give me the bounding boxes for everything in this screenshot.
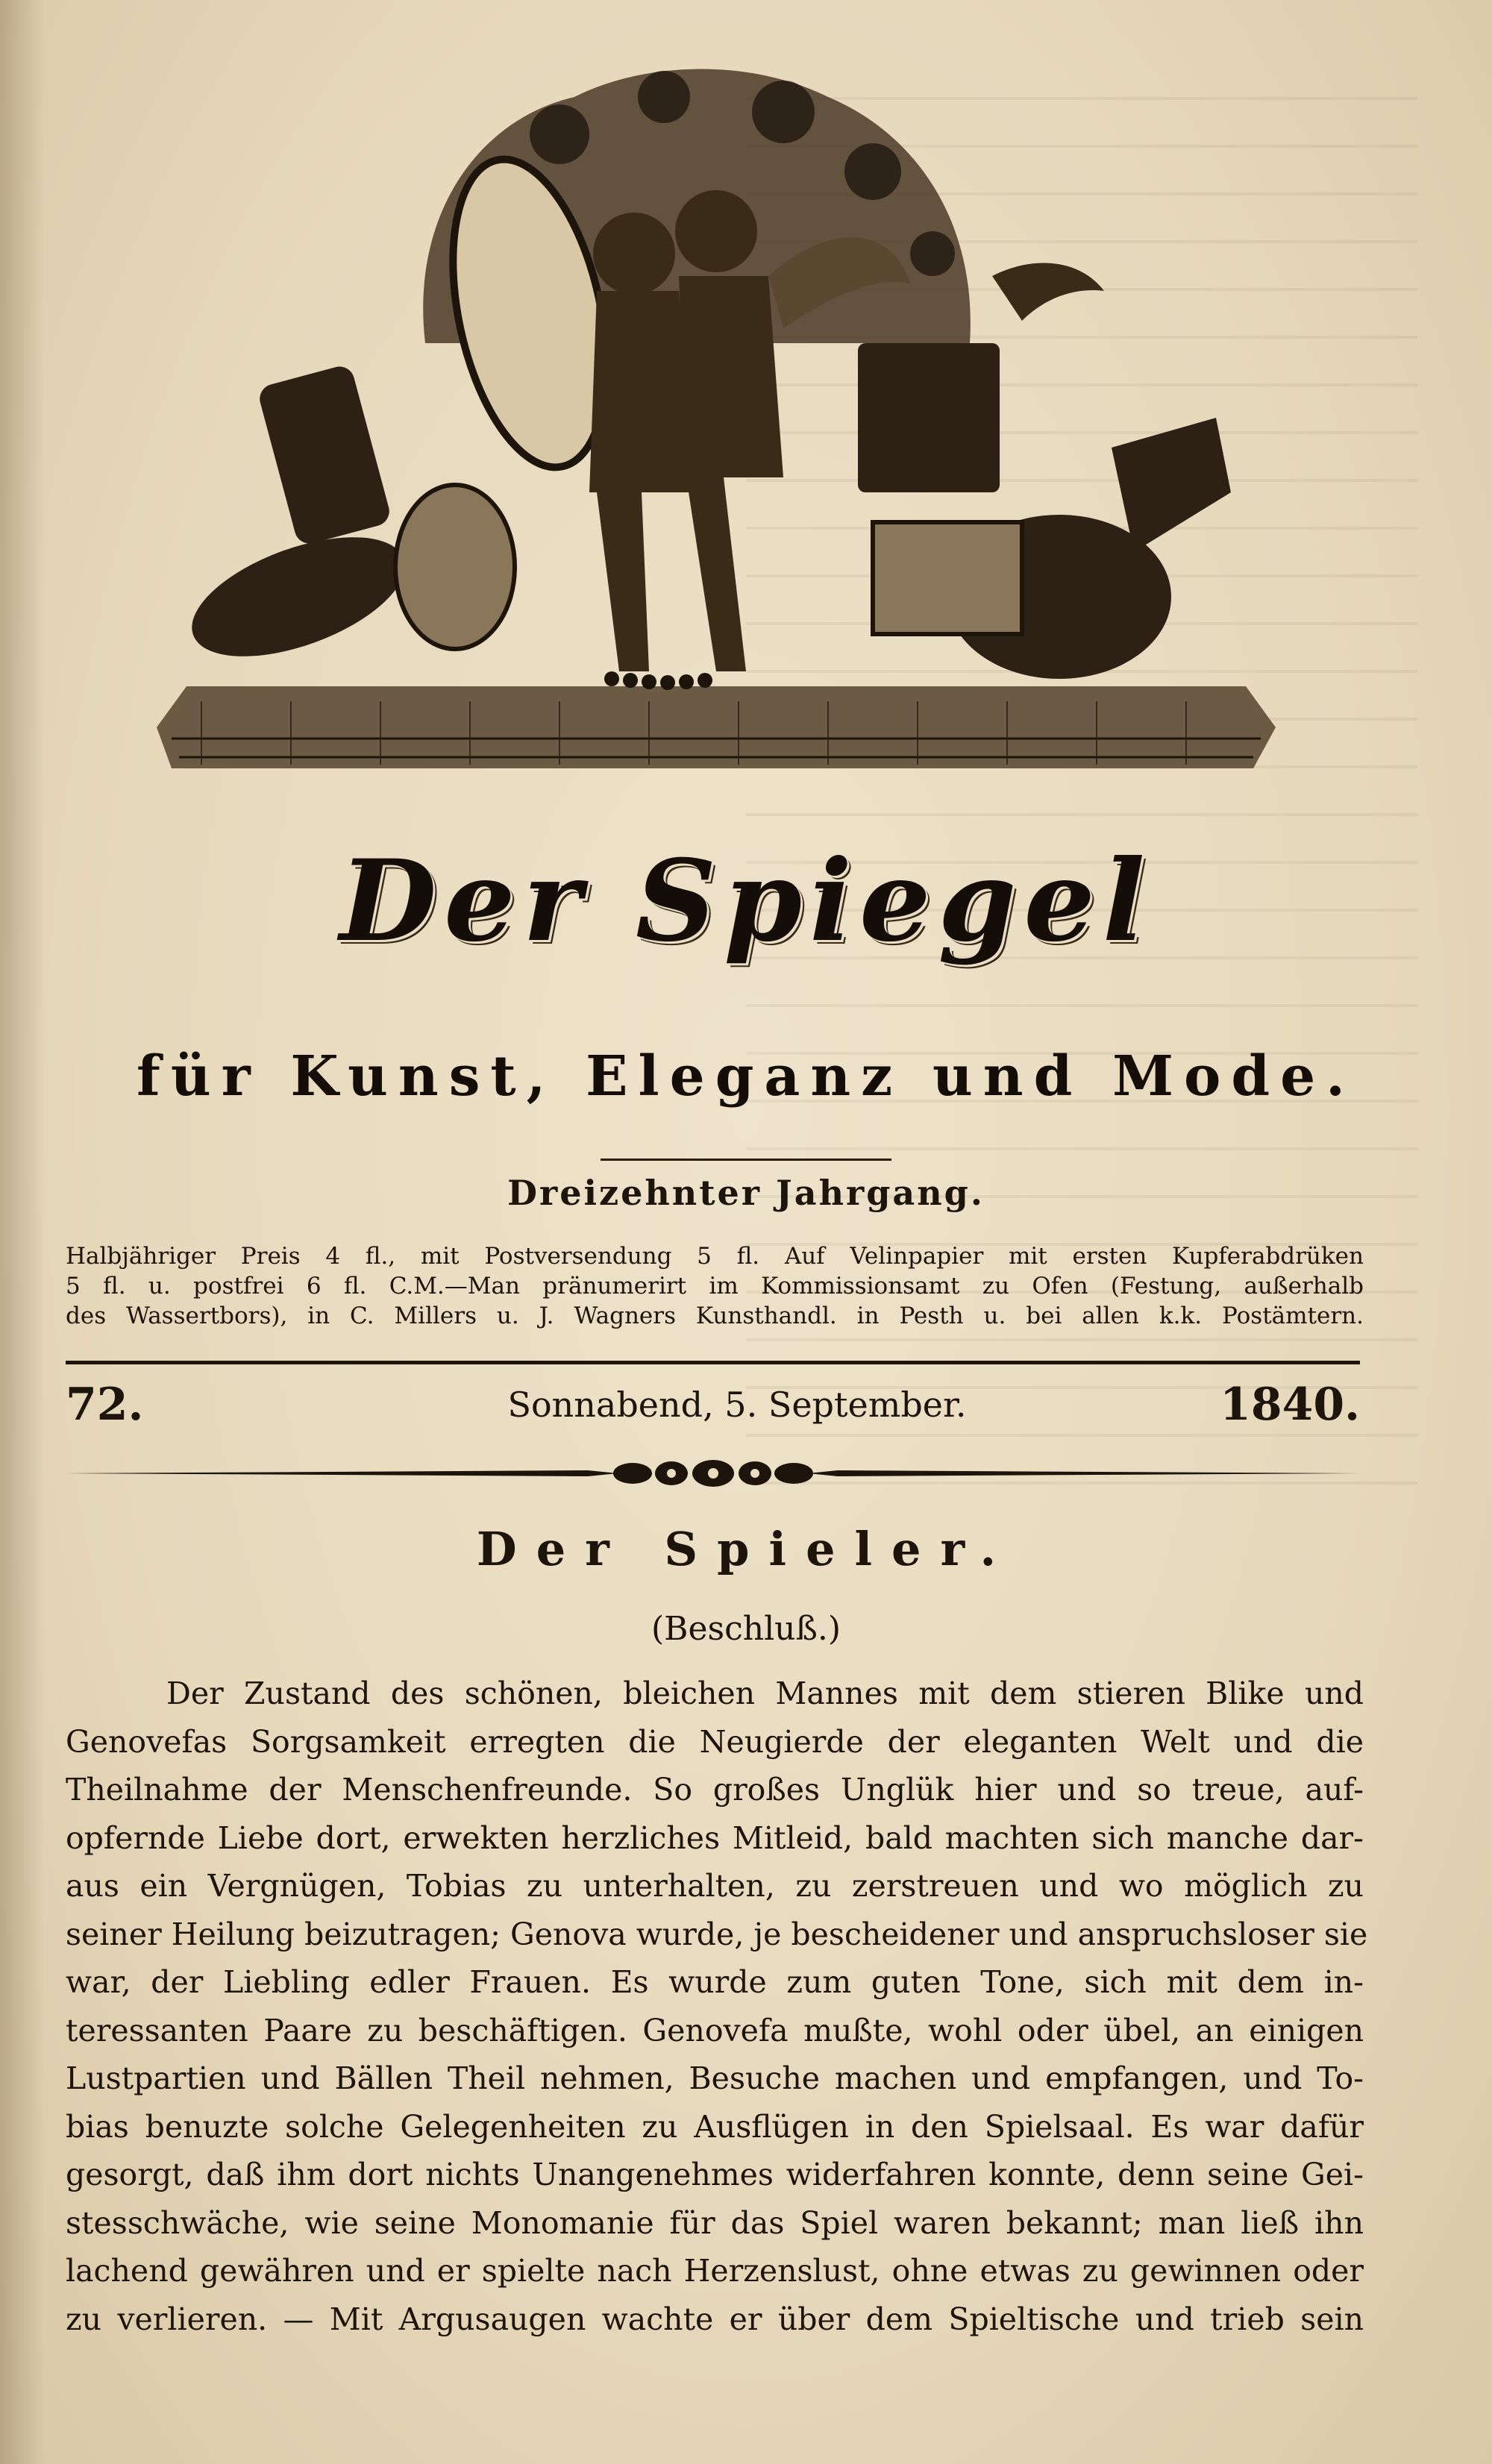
issue-year: 1840. bbox=[1220, 1379, 1360, 1431]
text-line: zu verlieren. — Mit Argusaugen wachte er über dem Spieltische und trieb sein bbox=[66, 2301, 1364, 2337]
page-edge-shadow bbox=[0, 0, 45, 2464]
text-line: Der Zustand des schönen, bleichen Mannes mit dem stieren Blike und bbox=[166, 1675, 1364, 1711]
text-line: Genovefas Sorgsamkeit erregten die Neugierde der eleganten Welt und die bbox=[66, 1723, 1364, 1760]
volume-line: Dreizehnter Jahrgang. bbox=[507, 1173, 985, 1213]
article-title: Der Spieler. bbox=[476, 1522, 1016, 1576]
text-line: seiner Heilung beizutragen; Genova wurde, je bescheidener und anspruchsloser sie bbox=[66, 1916, 1368, 1952]
subscription-line: Halbjähriger Preis 4 fl., mit Postversendung 5 fl. Auf Velinpapier mit ersten Kupferabdrüken bbox=[66, 1243, 1364, 1270]
subscription-notice bbox=[66, 1241, 1364, 1331]
issue-number: 72. bbox=[66, 1379, 144, 1431]
text-line: opfernde Liebe dort, erwekten herzliches Mitleid, bald machten sich manche dar- bbox=[66, 1819, 1364, 1856]
header-rule bbox=[66, 1361, 1360, 1364]
text-line: teressanten Paare zu beschäftigen. Genovefa mußte, wohl oder übel, an einigen bbox=[66, 2012, 1364, 2048]
ornamental-divider bbox=[66, 1455, 1360, 1492]
masthead-subtitle: für Kunst, Eleganz und Mode. bbox=[137, 1044, 1355, 1109]
issue-date: Sonnabend, 5. September. bbox=[507, 1385, 967, 1425]
subscription-line: 5 fl. u. postfrei 6 fl. C.M.—Man pränumerirt im Kommissionsamt zu Ofen (Festung, außerhalb bbox=[66, 1273, 1364, 1300]
issue-row bbox=[66, 1379, 1360, 1438]
text-line: lachend gewähren und er spielte nach Herzenslust, ohne etwas zu gewinnen oder bbox=[66, 2253, 1364, 2289]
masthead-engraving bbox=[142, 30, 1291, 798]
text-line: war, der Liebling edler Frauen. Es wurde zum guten Tone, sich mit dem in- bbox=[66, 1964, 1364, 2000]
subscription-line: des Wassertbors), in C. Millers u. J. Wagners Kunsthandl. in Pesth u. bei allen k.k. Postämtern. bbox=[66, 1302, 1364, 1329]
masthead-title: Der Spiegel bbox=[339, 836, 1153, 967]
text-line: gesorgt, daß ihm dort nichts Unangenehmes widerfahren konnte, denn seine Gei- bbox=[66, 2157, 1364, 2192]
text-line: aus ein Vergnügen, Tobias zu unterhalten, zu zerstreuen und wo möglich zu bbox=[66, 1868, 1364, 1904]
article-note: (Beschluß.) bbox=[651, 1610, 841, 1648]
text-line: stesschwäche, wie seine Monomanie für das Spiel waren bekannt; man ließ ihn bbox=[66, 2204, 1364, 2241]
text-line: bias benuzte solche Gelegenheiten zu Ausflügen in den Spielsaal. Es war dafür bbox=[66, 2108, 1364, 2145]
text-line: Theilnahme der Menschenfreunde. So großes Unglük hier und so treue, auf- bbox=[66, 1772, 1364, 1808]
article-body bbox=[66, 1670, 1368, 2343]
text-line: Lustpartien und Bällen Theil nehmen, Besuche machen und empfangen, und To- bbox=[66, 2060, 1364, 2096]
short-divider bbox=[601, 1159, 891, 1161]
